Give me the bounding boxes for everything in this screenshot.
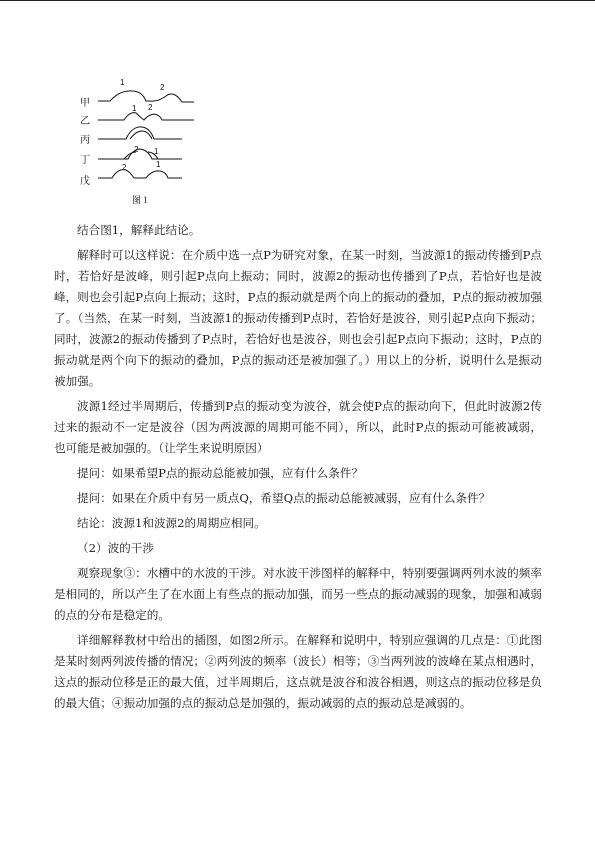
label-r2-b: 2 xyxy=(148,103,153,112)
wave-row-2 xyxy=(98,113,194,120)
paragraph-1: 结合图1，解释此结论。 xyxy=(77,223,201,237)
paragraph-2: 解释时可以这样说：在介质中选一点P为研究对象，在某一时刻，当波源1的振动传播到P点时，若恰好是波峰，则引起P点向上振动；同时，波源2的振动也传播到了P点，若恰好也是波峰，则也会引起P点向上振动；这时，P点的振动就是两个向上的振动的叠加，P点的振动被加强了。（当然，在某一时刻，当波源1的振动传播到P点时，若恰好是波谷，则引起P点向下振动；同时，波源2的振动传播到了P点时，若恰好也是波谷，则也会引起P点向下振动；这时，P点的振动就是两个向下的振动的叠加，P点的振动还是被加强了。）用以上的分析，说明什么是振动被加强。 xyxy=(54,248,542,388)
wave-row-3-inner xyxy=(130,131,152,139)
label-r2-a: 1 xyxy=(132,104,137,113)
label-r1-a: 1 xyxy=(120,78,125,87)
figure-1 xyxy=(70,70,220,210)
wave-superposition-diagram xyxy=(70,70,220,210)
paragraph-3: 波源1经过半周期后，传播到P点的振动变为波谷，就会使P点的振动向下，但此时波源2传过来的振动不一定是波谷（因为两波源的周期可能不同），所以，此时P点的振动可能被减弱，也可能是被加强的。（让学生来说明原因） xyxy=(54,399,542,455)
label-r4-a: 2 xyxy=(122,163,127,172)
row-label-2: 乙 xyxy=(80,116,90,127)
paragraph-4: 提问：如果希望P点的振动总能被加强，应有什么条件？ xyxy=(77,466,364,480)
paragraph-6: 结论：波源1和波源2的周期应相同。 xyxy=(77,516,266,530)
paragraph-8: 详细解释教材中给出的插图，如图2所示。在解释和说明中，特别应强调的几点是：①此图是某时刻两列波传播的情况；②两列波的频率（波长）相等；③当两列波的波峰在某点相遇时，这点的振动位移是正的最大值，过半周期后，这点就是波谷和波谷相遇，则这点的振动位移是负的最大值；④振动加强的点的振动总是加强的，振动减弱的点的振动总是减弱的。 xyxy=(54,633,542,710)
figure-caption: 图 1 xyxy=(132,195,148,205)
section-heading: （2）波的干涉 xyxy=(77,541,154,555)
paragraph-5: 提问：如果在介质中有另一质点Q，希望Q点的振动总能被减弱，应有什么条件？ xyxy=(77,491,491,505)
label-r4-b: 1 xyxy=(156,160,161,169)
wave-row-4-base xyxy=(98,149,182,159)
row-label-1: 甲 xyxy=(80,98,90,109)
body-text xyxy=(54,220,542,718)
row-label-4: 丁 xyxy=(80,155,90,166)
label-r3-a: 2 xyxy=(134,145,139,154)
top-rule xyxy=(0,0,595,1)
row-label-3: 丙 xyxy=(80,135,90,146)
wave-row-3-base xyxy=(98,127,182,139)
wave-row-1 xyxy=(98,91,194,102)
wave-row-5 xyxy=(98,170,182,178)
label-r3-b: 1 xyxy=(154,147,159,156)
label-r1-b: 2 xyxy=(160,83,165,92)
row-label-5: 戊 xyxy=(80,176,90,187)
paragraph-7: 观察现象③：水槽中的水波的干涉。对水波干涉图样的解释中，特别要强调两列水波的频率是相同的，所以产生了在水面上有些点的振动加强，而另一些点的振动减弱的现象，加强和减弱的点的分布是稳定的。 xyxy=(54,566,542,622)
